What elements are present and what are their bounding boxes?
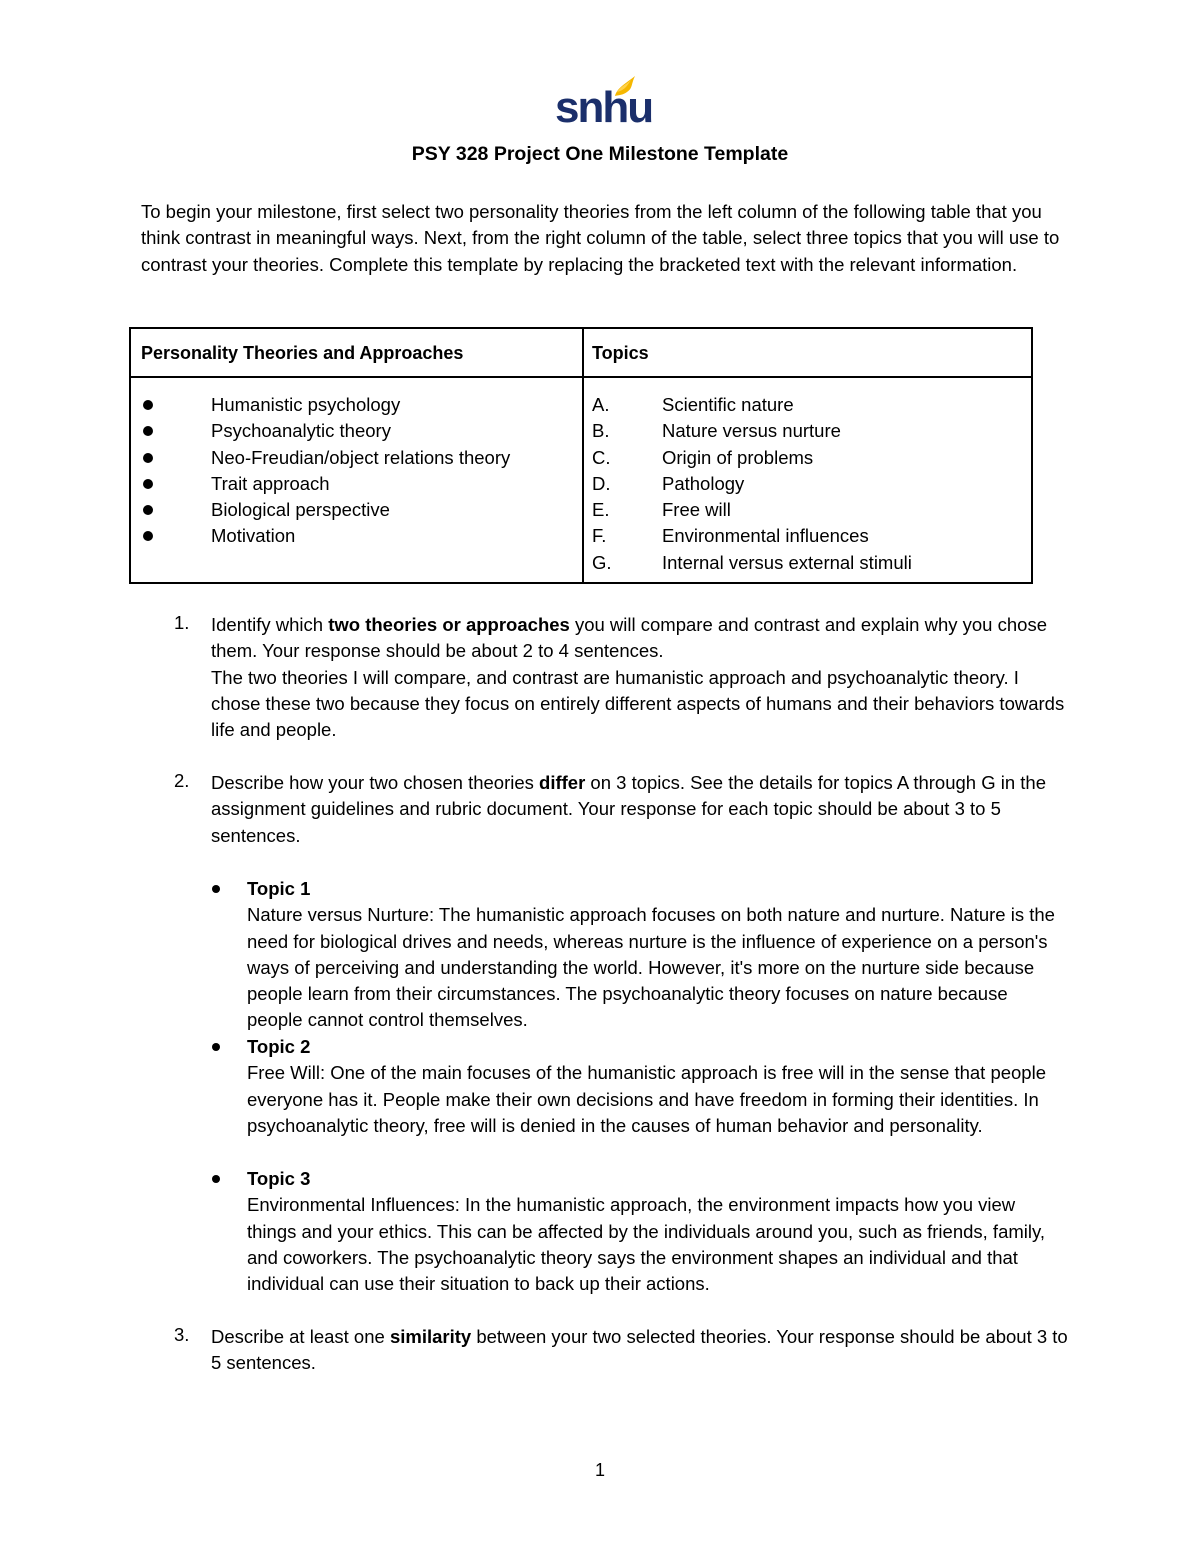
question-number: 1.: [174, 612, 190, 633]
topic-text: Nature versus Nurture: The humanistic approach focuses on both nature and nurture. Nature is the need for biological drives and needs, whereas nurture is the influence of experience on a person's ways of perceiving and understanding the world. However, it's more on the nurture side because people learn from their circumstances. The psychoanalytic theory focuses on nature because people cannot control themselves.: [247, 904, 1055, 1031]
topic-title: Topic 2: [247, 1036, 311, 1057]
question-prompt: Identify which two theories or approaches you will compare and contrast and explain why you chose them. Your response should be about 2 to 4 sentences.: [211, 614, 1047, 662]
topic-text: Free Will: One of the main focuses of the humanistic approach is free will in the sense that people everyone has it. People make their own decisions and have freedom in forming their identities. In psychoanalytic theory, free will is denied in the causes of human behavior and personality.: [247, 1062, 1046, 1136]
question-number: 3.: [174, 1324, 190, 1345]
intro-paragraph: To begin your milestone, first select two personality theories from the left column of the following table that you think contrast in meaningful ways. Next, from the right column of the table, select three topics that you will use to contrast your theories. Complete this template by replacing the bracketed text with the relevant information.: [141, 201, 1060, 275]
topic-text: Environmental Influences: In the humanistic approach, the environment impacts how you view things and your ethics. This can be affected by the individuals around you, such as friends, family, and coworkers. The psychoanalytic theory says the environment shapes an individual and that individual can use their situation to back up their actions.: [247, 1194, 1046, 1295]
question-body: [211, 1324, 1071, 1377]
question-body: [211, 770, 1071, 849]
bullet-icon: [212, 1043, 220, 1051]
bullet-icon: [143, 479, 153, 489]
bullet-icon: [143, 531, 153, 541]
table-header-divider: [131, 376, 1031, 378]
snhu-logo: [555, 74, 653, 132]
theories-topics-table: Personality Theories and Approaches Topics Humanistic psychology Psychoanalytic theory Neo-Freudian/object relations theory Trait approach Biological perspective Motivation A. Scientific nature B. Nature versus nurture C. Origin of problems D. Pathology E. Free will F. Environmental influences G. Internal versus external stimuli: [129, 327, 1033, 584]
page-title: PSY 328 Project One Milestone Template: [411, 143, 789, 165]
question-number: 2.: [174, 770, 190, 791]
topic-title: Topic 3: [247, 1168, 311, 1189]
table-header-topics: Topics: [592, 343, 649, 363]
table-header-theories: Personality Theories and Approaches: [141, 343, 464, 363]
bullet-icon: [143, 400, 153, 410]
bullet-icon: [212, 885, 220, 893]
question-body: [211, 612, 1071, 743]
question-prompt: Describe at least one similarity between your two selected theories. Your response should be about 3 to 5 sentences.: [211, 1326, 1068, 1374]
bullet-icon: [212, 1175, 220, 1183]
bullet-icon: [143, 453, 153, 463]
bullet-icon: [143, 426, 153, 436]
question-prompt: Describe how your two chosen theories differ on 3 topics. See the details for topics A through G in the assignment guidelines and rubric document. Your response for each topic should be about 3 to 5 sentences.: [211, 772, 1047, 846]
topic-title: Topic 1: [247, 878, 311, 899]
table-column-divider: [582, 329, 584, 582]
page-number: 1: [594, 1460, 605, 1480]
question-answer: The two theories I will compare, and contrast are humanistic approach and psychoanalytic theory. I chose these two because they focus on entirely different aspects of humans and their behaviors towards life and people.: [211, 666, 1065, 741]
logo-wordmark: snhu: [555, 83, 653, 132]
bullet-icon: [143, 505, 153, 515]
